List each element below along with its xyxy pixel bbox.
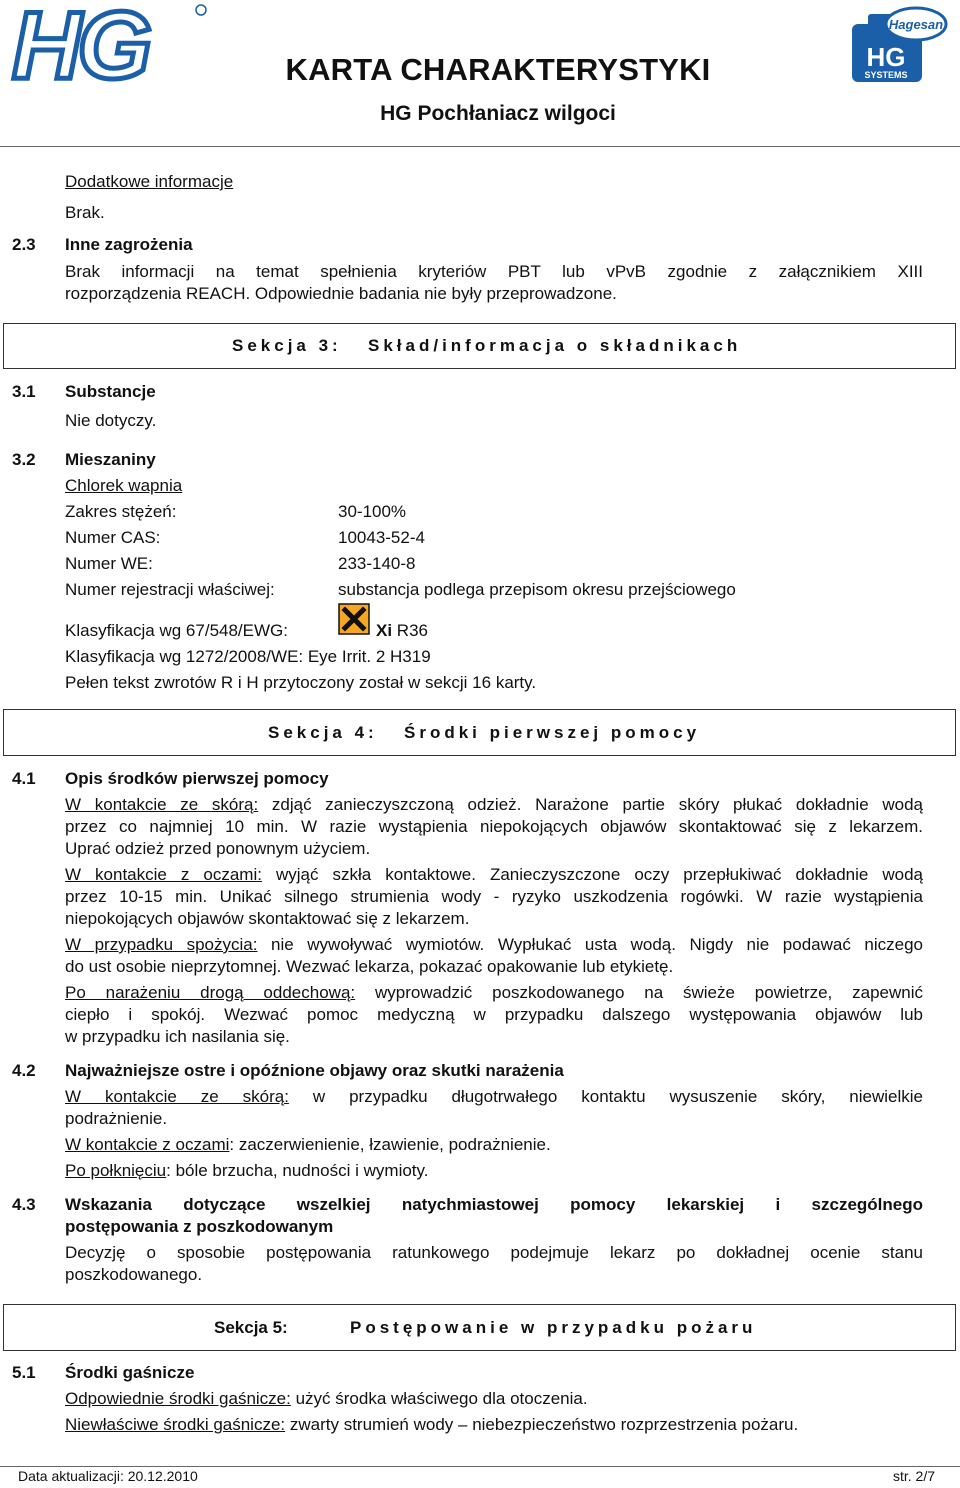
paragraph-line: W kontakcie ze skórą: zdjąć zanieczyszczoną odzież. Narażone partie skóry płukać dokładnie wodą <box>65 795 923 814</box>
extra-info-label: Dodatkowe informacje <box>65 172 234 191</box>
section-label: Sekcja 5: <box>214 1318 288 1337</box>
section-label: Sekcja 4: <box>268 723 378 742</box>
subsection-heading: Opis środków pierwszej pomocy <box>65 769 329 788</box>
row-label: Numer rejestracji właściwej: <box>65 580 275 599</box>
subsection-heading: Środki gaśnicze <box>65 1363 195 1382</box>
extra-info-value: Brak. <box>65 203 105 222</box>
paragraph-line: ciepło i spokój. Wezwać pomoc medyczną w przypadku dalszego występowania objawów lub <box>65 1005 923 1024</box>
subsection-number: 5.1 <box>12 1363 36 1382</box>
paragraph-line: niepokojących objawów skontaktować się z lekarzem. <box>65 909 470 928</box>
subsection-number: 3.1 <box>12 382 36 401</box>
subsection-number: 4.1 <box>12 769 36 788</box>
paragraph-line: Odpowiednie środki gaśnicze: użyć środka właściwego dla otoczenia. <box>65 1389 588 1408</box>
row-value: 233-140-8 <box>338 554 416 573</box>
hg-logo <box>8 0 208 88</box>
paragraph-line: Po połknięciu: bóle brzucha, nudności i wymioty. <box>65 1161 429 1180</box>
hazard-xi-icon <box>338 603 370 635</box>
paragraph-line: Uprać odzież przed ponownym użyciem. <box>65 839 371 858</box>
paragraph-line: poszkodowanego. <box>65 1265 203 1284</box>
product-name: HG Pochłaniacz wilgoci <box>380 102 616 125</box>
row-label: Numer WE: <box>65 554 153 573</box>
full-text-note: Pełen tekst zwrotów R i H przytoczony został w sekcji 16 karty. <box>65 673 537 692</box>
paragraph-line: przez co najmniej 10 min. W razie wystąpienia niepokojących objawów skontaktować się z lekarzem. <box>65 817 923 836</box>
paragraph-line: w przypadku ich nasilania się. <box>65 1027 290 1046</box>
paragraph-line: Niewłaściwe środki gaśnicze: zwarty strumień wody – niebezpieczeństwo rozprzestrzenia pożaru. <box>65 1415 799 1434</box>
row-value: 30-100% <box>338 502 407 521</box>
classification-eec-label: Klasyfikacja wg 67/548/EWG: <box>65 621 288 640</box>
paragraph-line: W przypadku spożycia: nie wywoływać wymiotów. Wypłukać usta wodą. Nigdy nie podawać niczego <box>65 935 923 954</box>
subsection-heading: Mieszaniny <box>65 450 156 469</box>
svg-text:HG: HG <box>866 42 906 72</box>
paragraph-line: Decyzję o sposobie postępowania ratunkowego podejmuje lekarz po dokładnej ocenie stanu <box>65 1243 923 1262</box>
footer-divider <box>0 1466 960 1467</box>
subsection-number: 4.2 <box>12 1061 36 1080</box>
paragraph-line: przez 10-15 min. Unikać silnego strumienia wody - ryzyko uszkodzenia rogówki. W razie wystąpienia <box>65 887 923 906</box>
paragraph-line: Po narażeniu drogą oddechową: wyprowadzić poszkodowanego na świeże powietrze, zapewnić <box>65 983 923 1002</box>
svg-text:Hagesan: Hagesan <box>888 17 944 32</box>
paragraph-line: Nie dotyczy. <box>65 411 157 430</box>
classification-clp: Klasyfikacja wg 1272/2008/WE: Eye Irrit. 2 H319 <box>65 647 431 666</box>
header-divider <box>0 146 960 147</box>
document-title: KARTA CHARAKTERYSTYKI <box>285 52 711 87</box>
subsection-heading: Wskazania dotyczące wszelkiej natychmiastowej pomocy lekarskiej i szczególnego <box>65 1195 923 1214</box>
subsection-heading: Substancje <box>65 382 156 401</box>
section-title: Skład/informacja o składnikach <box>368 336 742 355</box>
paragraph-line: do ust osobie nieprzytomnej. Wezwać lekarza, pokazać opakowanie lub etykietę. <box>65 957 674 976</box>
row-label: Zakres stężeń: <box>65 502 177 521</box>
row-value: substancja podlega przepisom okresu przejściowego <box>338 580 736 599</box>
subsection-number: 4.3 <box>12 1195 36 1214</box>
svg-text:SYSTEMS: SYSTEMS <box>864 70 908 80</box>
subsection-number: 3.2 <box>12 450 36 469</box>
paragraph-line: W kontakcie z oczami: zaczerwienienie, łzawienie, podrażnienie. <box>65 1135 551 1154</box>
section-label: Sekcja 3: <box>232 336 342 355</box>
section-title: Środki pierwszej pomocy <box>404 723 701 742</box>
classification-eec-value: Xi R36 <box>376 621 428 640</box>
subsection-heading: Najważniejsze ostre i opóźnione objawy oraz skutki narażenia <box>65 1061 564 1080</box>
hg-systems-logo <box>838 2 952 88</box>
update-date: Data aktualizacji: 20.12.2010 <box>18 1468 198 1484</box>
component-name: Chlorek wapnia <box>65 476 183 495</box>
paragraph-line: W kontakcie ze skórą: w przypadku długotrwałego kontaktu wysuszenie skóry, niewielkie <box>65 1087 924 1106</box>
row-label: Numer CAS: <box>65 528 161 547</box>
section-5-header <box>3 1304 956 1351</box>
page-number: str. 2/7 <box>893 1468 936 1484</box>
subsection-number: 2.3 <box>12 235 36 254</box>
subsection-heading: postępowania z poszkodowanym <box>65 1217 334 1236</box>
paragraph-line: podrażnienie. <box>65 1109 168 1128</box>
section-4-header <box>3 709 956 756</box>
subsection-heading: Inne zagrożenia <box>65 235 193 254</box>
row-value: 10043-52-4 <box>338 528 425 547</box>
svg-text:HG: HG <box>12 0 148 88</box>
paragraph-line: rozporządzenia REACH. Odpowiednie badania nie były przeprowadzone. <box>65 284 617 303</box>
paragraph-line: W kontakcie z oczami: wyjąć szkła kontaktowe. Zanieczyszczone oczy przepłukiwać dokładnie wodą <box>65 865 923 884</box>
section-3-header <box>3 323 956 369</box>
paragraph-line: Brak informacji na temat spełnienia kryteriów PBT lub vPvB zgodnie z załącznikiem XIII <box>65 262 923 281</box>
section-title: Postępowanie w przypadku pożaru <box>350 1318 757 1337</box>
